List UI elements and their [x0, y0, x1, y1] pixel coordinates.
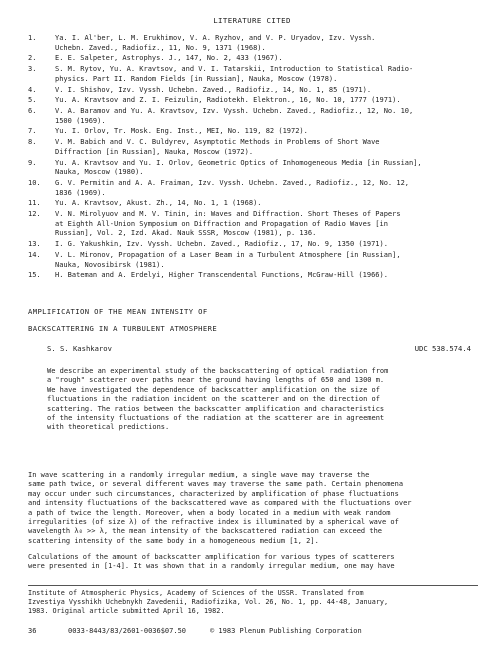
footnote-divider: [28, 585, 478, 586]
reference-item: [28, 271, 478, 281]
reference-number: 15.: [28, 271, 41, 280]
article-title: [28, 307, 468, 333]
reference-text: I. G. Yakushkin, Izv. Vyssh. Uchebn. Zaved., Radiofiz., 17, No. 9, 1350 (1971).: [55, 240, 388, 249]
reference-text: Yu. A. Kravtsov and Yu. I. Orlov, Geometric Optics of Inhomogeneous Media [in Russian], Nauka, Moscow (1980).: [55, 158, 422, 177]
reference-text: Yu. I. Orlov, Tr. Mosk. Eng. Inst., MEI, No. 119, 82 (1972).: [55, 127, 308, 136]
reference-text: Ya. I. Al'ber, L. M. Erukhimov, V. A. Ryzhov, and V. P. Uryadov, Izv. Vyssh. Uchebn. Zaved., Radiofiz., 11, No. 9, 1371 (1968).: [55, 34, 376, 52]
reference-text: Yu. A. Kravtsov, Akust. Zh., 14, No. 1, 1 (1968).: [55, 199, 262, 208]
reference-item: [28, 199, 478, 209]
reference-number: 3.: [28, 65, 37, 74]
reference-item: [28, 210, 478, 239]
reference-text: V. M. Babich and V. C. Buldyrev, Asymptotic Methods in Problems of Short Wave Diffraction [in Russian], Nauka, Moscow (1972).: [55, 138, 380, 156]
reference-item: [28, 34, 478, 53]
reference-item: [28, 159, 478, 178]
reference-item: [28, 240, 478, 250]
body-paragraph-1: In wave scattering in a randomly irregular medium, a single wave may traverse the same path twice, or several different waves may traverse the same path. Certain phenomena may occur under such circumstances, characterized by amplification of phase fluctuations and intensity fluctuations of the backscattered wave as compared with the fluctuations over a path of twice the length. Moreover, when a body located in a medium with weak random irregularities (of size λ) of the refractive index is illuminated by a spherical wave of wavelength λ₀ >> λ, the mean intensity of the backscattered radiation can exceed the scattering intensity of the same body in a homogeneous medium [1, 2].: [28, 471, 412, 545]
reference-text: V. I. Shishov, Izv. Vyssh. Uchebn. Zaved., Radiofiz., 14, No. 1, 85 (1971).: [55, 85, 372, 94]
article-title-line-1: AMPLIFICATION OF THE MEAN INTENSITY OF: [28, 307, 208, 316]
issn-code: 0033-8443/83/2601-0036$07.50: [68, 627, 187, 635]
copyright-notice: © 1983 Plenum Publishing Corporation: [210, 627, 362, 635]
reference-number: 1.: [28, 34, 37, 42]
reference-item: [28, 86, 478, 96]
page-number: 36: [28, 627, 37, 635]
literature-cited-heading: LITERATURE CITED: [213, 16, 291, 25]
reference-item: [28, 96, 478, 106]
reference-item: [28, 251, 478, 270]
reference-text: V. L. Mironov, Propagation of a Laser Beam in a Turbulent Atmosphere [in Russian], Nauka, Novosibirsk (1981).: [55, 250, 401, 269]
reference-item: [28, 138, 478, 157]
reference-number: 11.: [28, 199, 41, 208]
reference-number: 10.: [28, 179, 41, 187]
reference-text: V. A. Baramov and Yu. A. Kravtsov, Izv. Vyssh. Uchebn. Zaved., Radiofiz., 12, No. 10, 1500 (1969).: [55, 107, 414, 125]
reference-number: 14.: [28, 250, 41, 259]
reference-number: 7.: [28, 127, 37, 136]
reference-number: 13.: [28, 240, 41, 249]
reference-item: [28, 65, 478, 84]
reference-text: G. V. Permitin and A. A. Fraiman, Izv. Vyssh. Uchebn. Zaved., Radiofiz., 12, No. 12, 1836 (1969).: [55, 179, 410, 197]
reference-item: [28, 107, 478, 126]
reference-number: 12.: [28, 210, 41, 219]
reference-item: [28, 179, 478, 198]
reference-list: [28, 34, 478, 282]
reference-text: V. N. Mirolyuov and M. V. Tinin, in: Waves and Diffraction. Short Theses of Papers at Eighth All-Union Symposium on Diffraction and Propagation of Radio Waves [in Russian], Vol. 2, Izd. Akad. Nauk SSSR, Moscow (1981), p. 136.: [55, 210, 401, 238]
reference-text: S. M. Rytov, Yu. A. Kravtsov, and V. I. Tatarskii, Introduction to Statistical Radio- physics. Part II. Random Fields [in Russian], Nauka, Moscow (1978).: [55, 65, 414, 83]
footnote: Institute of Atmospheric Physics, Academy of Sciences of the USSR. Translated from Izvestiya Vysshikh Uchebnykh Zavedenii, Radiofizika, Vol. 26, No. 1, pp. 44-48, January, 1983. Original article submitted April 16, 1982.: [28, 589, 389, 616]
reference-item: [28, 127, 478, 137]
reference-number: 9.: [28, 158, 37, 167]
reference-number: 5.: [28, 96, 37, 105]
body-paragraph-2: Calculations of the amount of backscatter amplification for various types of scatterers were presented in [1-4]. It was shown that in a randomly irregular medium, one may have: [28, 553, 395, 571]
article-title-line-2: BACKSCATTERING IN A TURBULENT ATMOSPHERE: [28, 324, 218, 333]
reference-text: Yu. A. Kravtsov and Z. I. Feizulin, Radiotekh. Elektron., 16, No. 10, 1777 (1971).: [55, 96, 401, 105]
reference-number: 8.: [28, 138, 37, 147]
reference-number: 4.: [28, 85, 37, 94]
reference-item: [28, 54, 478, 64]
udc-code: UDC 538.574.4: [414, 344, 471, 353]
reference-number: 6.: [28, 107, 37, 116]
reference-text: H. Bateman and A. Erdelyi, Higher Transcendental Functions, McGraw-Hill (1966).: [55, 271, 388, 280]
reference-text: E. E. Salpeter, Astrophys. J., 147, No. 2, 433 (1967).: [55, 54, 283, 63]
reference-number: 2.: [28, 54, 37, 63]
article-abstract: We describe an experimental study of the backscattering of optical radiation from a "rough" scatterer over paths near the ground having lengths of 650 and 1300 m. We have investigated the dependence of backscatter amplification on the size of fluctuations in the radiation incident on the scatterer and on the direction of scattering. The ratios between the backscatter amplification and characteristics of the intensity fluctuations of the radiation at the scatterer are in agreement with theoretical predictions.: [47, 367, 389, 432]
article-author: S. S. Kashkarov: [47, 344, 112, 353]
